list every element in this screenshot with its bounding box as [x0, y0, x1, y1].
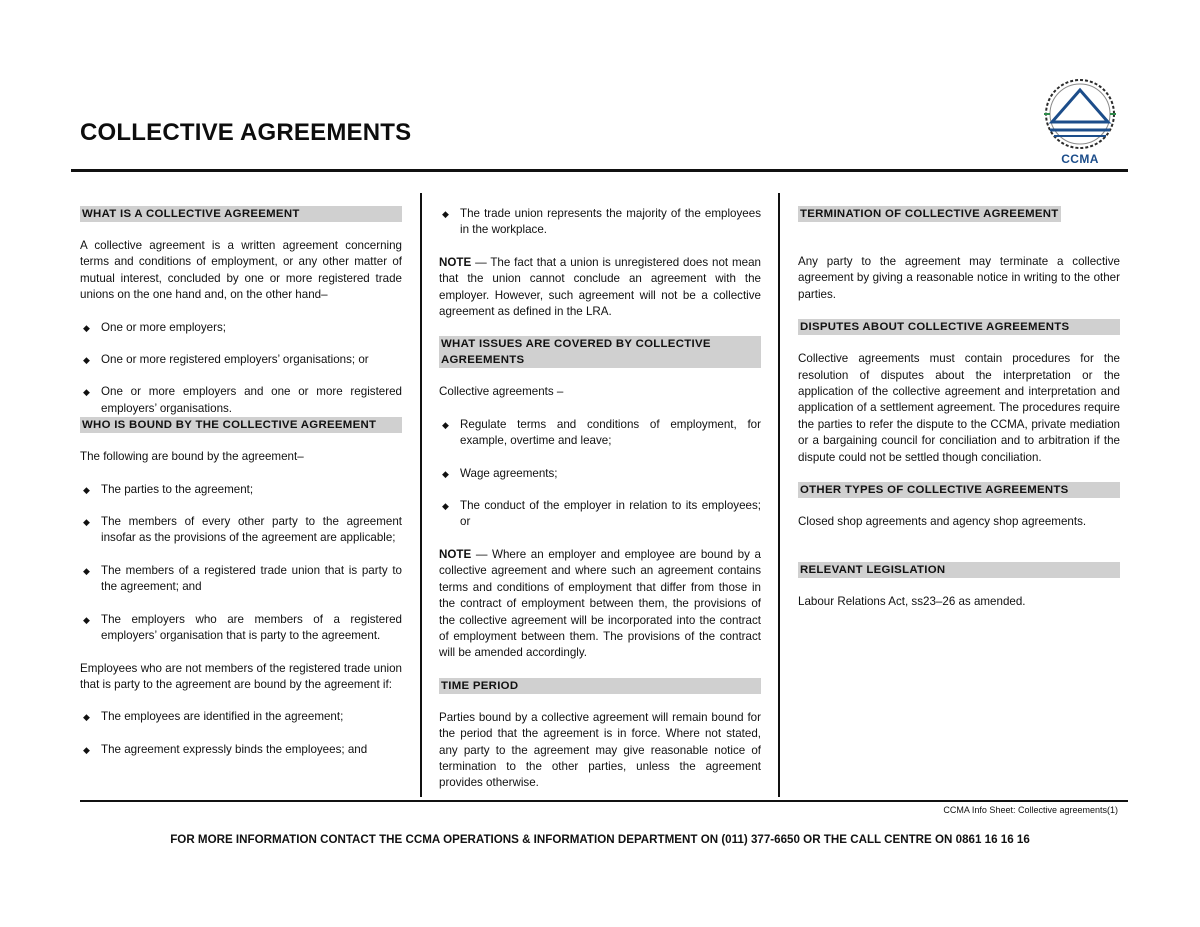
- note-label: NOTE: [439, 255, 472, 269]
- note-text: — Where an employer and employee are bound by a collective agreement and where such an agreement contains terms and conditions of employment that differ from those in the contract of employment between them, the provisions of the collective agreement will be incorporated into the contract of employment between them. The provisions of the contract will be amended accordingly.: [439, 547, 761, 660]
- section-heading-time-period: TIME PERIOD: [439, 678, 761, 694]
- note-unregistered: [439, 255, 761, 321]
- termination-paragraph: Any party to the agreement may terminate a collective agreement by giving a reasonable notice in writing to the other parties.: [798, 255, 1120, 301]
- issues-intro-paragraph: Collective agreements –: [439, 385, 564, 399]
- non-member-paragraph: Employees who are not members of the registered trade union that is party to the agreement are bound by the agreement if:: [80, 661, 402, 691]
- list-item: ◆ The trade union represents the majority of the employees in the workplace.: [439, 206, 761, 239]
- issues-list: [439, 417, 761, 531]
- ccma-logo: [1034, 78, 1126, 170]
- list-item: ◆ The employees are identified in the agreement;: [80, 709, 402, 725]
- section-heading-issues: WHAT ISSUES ARE COVERED BY COLLECTIVE AGREEMENTS: [439, 336, 761, 368]
- list-item: ◆ The conduct of the employer in relation to its employees; or: [439, 498, 761, 531]
- party-list: [80, 320, 402, 418]
- majority-list: [439, 206, 761, 239]
- list-item: ◆ The employers who are members of a registered employers’ organisation that is party to the agreement.: [80, 612, 402, 645]
- column-middle: [439, 206, 761, 792]
- bound-list: [80, 482, 402, 645]
- disputes-paragraph: Collective agreements must contain procedures for the resolution of disputes about the interpretation or the application of the collective agreement and interpretation and application of a settlement agreement. The procedures require the parties to refer the dispute to the CCMA, private mediation or a bargaining council for conciliation and to arbitration if the dispute could not be settled though conciliation.: [798, 352, 1120, 464]
- column-right: [798, 206, 1120, 627]
- bound-intro-paragraph: The following are bound by the agreement–: [80, 450, 304, 464]
- list-item: ◆ One or more employers;: [80, 320, 402, 336]
- list-item: ◆ The members of every other party to the agreement insofar as the provisions of the agreement are applicable;: [80, 514, 402, 547]
- non-member-list: [80, 709, 402, 758]
- list-item: ◆ Regulate terms and conditions of employment, for example, overtime and leave;: [439, 417, 761, 450]
- note-label: NOTE: [439, 547, 472, 561]
- section-heading-termination: TERMINATION OF COLLECTIVE AGREEMENT: [800, 208, 1059, 220]
- logo-text: CCMA: [1061, 152, 1099, 166]
- list-item: ◆ The parties to the agreement;: [80, 482, 402, 498]
- definition-paragraph: A collective agreement is a written agreement concerning terms and conditions of employment, or any other matter of mutual interest, concluded by one or more registered trade unions on the one hand and, on the other hand–: [80, 239, 402, 302]
- section-heading-what-is: WHAT IS A COLLECTIVE AGREEMENT: [80, 206, 402, 222]
- page-title: COLLECTIVE AGREEMENTS: [80, 119, 412, 146]
- list-item: ◆ Wage agreements;: [439, 466, 761, 482]
- note-incorporation: [439, 547, 761, 662]
- time-period-paragraph: Parties bound by a collective agreement will remain bound for the period that the agreement is in force. Where not stated, any party to the agreement may give reasonable notice of termination to the other parties, unless the agreement provides otherwise.: [439, 710, 761, 790]
- other-types-paragraph: Closed shop agreements and agency shop agreements.: [798, 515, 1087, 529]
- legislation-paragraph: Labour Relations Act, ss23–26 as amended.: [798, 595, 1026, 609]
- section-heading-legislation: RELEVANT LEGISLATION: [798, 562, 1120, 578]
- list-item: ◆ The members of a registered trade union that is party to the agreement; and: [80, 563, 402, 596]
- section-heading-disputes: DISPUTES ABOUT COLLECTIVE AGREEMENTS: [798, 319, 1120, 335]
- section-heading-other-types: OTHER TYPES OF COLLECTIVE AGREEMENTS: [798, 482, 1120, 498]
- section-heading-who-is-bound: WHO IS BOUND BY THE COLLECTIVE AGREEMENT: [80, 417, 402, 433]
- footer-divider: [80, 800, 1128, 802]
- column-divider: [420, 193, 422, 797]
- contact-information: FOR MORE INFORMATION CONTACT THE CCMA OPERATIONS & INFORMATION DEPARTMENT ON (011) 377-6650 OR THE CALL CENTRE ON 0861 16 16 16: [170, 833, 1030, 846]
- column-divider: [778, 193, 780, 797]
- list-item: ◆ One or more registered employers’ organisations; or: [80, 352, 402, 368]
- title-divider: [71, 169, 1128, 172]
- list-item: ◆ The agreement expressly binds the employees; and: [80, 742, 402, 758]
- list-item: ◆ One or more employers and one or more registered employers’ organisations.: [80, 384, 402, 417]
- info-sheet-reference: CCMA Info Sheet: Collective agreements(1): [943, 805, 1118, 815]
- note-text: — The fact that a union is unregistered does not mean that the union cannot conclude an agreement with the employer. However, such agreement will not be a collective agreement as defined in the LRA.: [439, 255, 761, 319]
- column-left: [80, 206, 402, 758]
- ccma-emblem-icon: [1034, 78, 1126, 158]
